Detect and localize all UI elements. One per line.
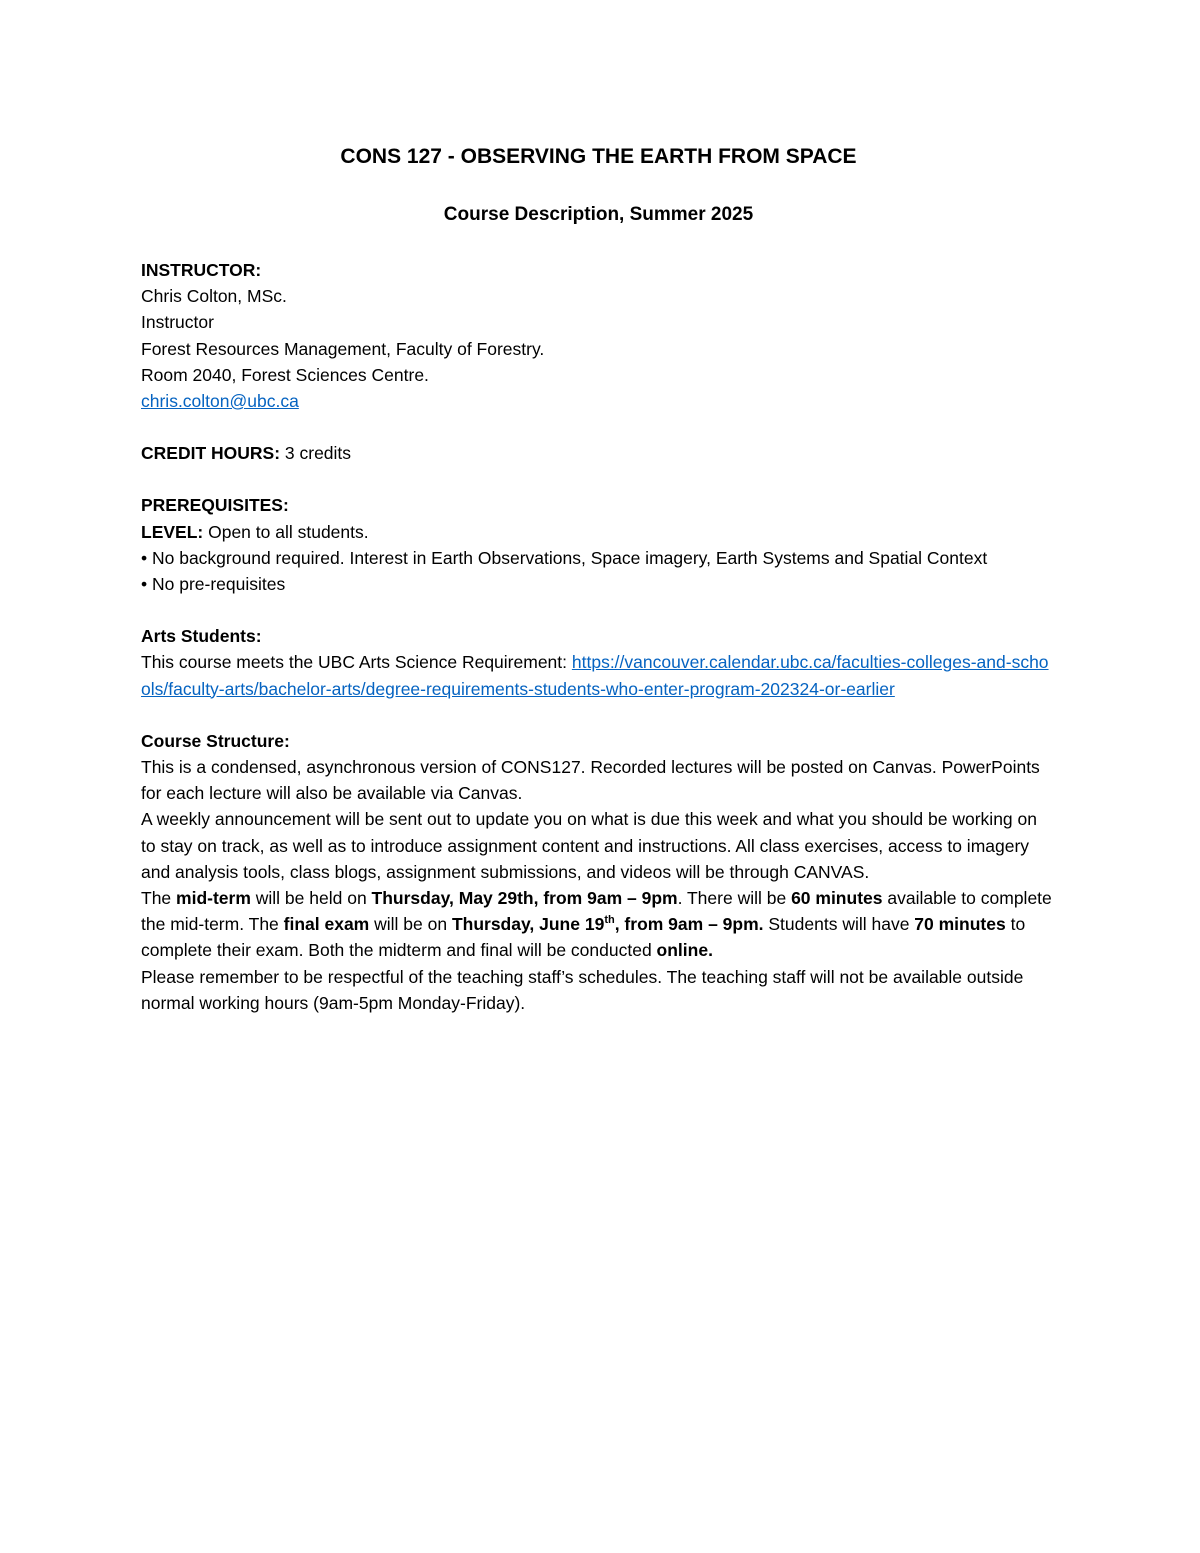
course-structure-paragraph-1: This is a condensed, asynchronous version of CONS127. Recorded lectures will be posted on Canvas. PowerPoints for each lecture will also be available via Canvas. [141,757,1040,804]
instructor-heading: INSTRUCTOR: [141,260,262,280]
exam-schedule-paragraph [141,885,1056,964]
credit-hours-label: CREDIT HOURS: [141,443,281,464]
prerequisites-section [141,492,1056,597]
credit-hours-section [141,440,1056,466]
page-title: CONS 127 - OBSERVING THE EARTH FROM SPACE [340,145,857,168]
exam-text: available to complete the mid-term. The [141,888,1052,935]
instructor-room: Room 2040, Forest Sciences Centre. [141,364,429,385]
level-value: Open to all students. [203,521,369,542]
document-content [141,142,1056,1016]
exam-text: . There will be [677,888,792,909]
instructor-role: Instructor [141,312,214,333]
exam-superscript: th [604,914,615,927]
exam-text: will be on [369,914,452,935]
page-subtitle: Course Description, Summer 2025 [443,204,754,225]
arts-requirement-link[interactable]: https://vancouver.calendar.ubc.ca/faculties-colleges-and-schools/faculty-arts/bachelor-arts/degree-requirements-students-who-enter-program-202324-or-earlier [141,652,1049,699]
course-structure-section [141,728,1056,1016]
exam-bold: 70 minutes [914,914,1006,935]
exam-text: to complete their exam. Both the midterm and final will be conducted [141,914,1026,961]
instructor-email-link[interactable]: chris.colton@ubc.ca [141,391,299,412]
level-label: LEVEL: [141,521,204,542]
course-structure-paragraph-2: A weekly announcement will be sent out to update you on what is due this week and what you should be working on to stay on track, as well as to introduce assignment content and instructions. All class exercises, access to imagery and analysis tools, class blogs, assignment submissions, and videos will be through CANVAS. [141,809,1037,882]
course-structure-paragraph-4: Please remember to be respectful of the teaching staff’s schedules. The teaching staff will not be available outside normal working hours (9am-5pm Monday-Friday). [141,966,1024,1013]
exam-text: The [141,888,177,909]
exam-bold: Thursday, June 19 [451,914,605,935]
exam-bold: online. [656,940,713,961]
exam-bold: , from 9am – 9pm. [614,914,764,935]
instructor-name: Chris Colton, MSc. [141,286,287,307]
credit-hours-value: 3 credits [280,443,352,464]
arts-requirement-text: This course meets the UBC Arts Science Requirement: [141,652,572,673]
exam-text: Students will have [763,914,915,935]
instructor-department: Forest Resources Management, Faculty of Forestry. [141,338,545,359]
exam-bold: 60 minutes [791,888,883,909]
course-structure-heading: Course Structure: [141,730,290,751]
prerequisite-bullet-2: • No pre-requisites [141,574,286,595]
exam-bold: Thursday, May 29th, from 9am – 9pm [371,888,678,909]
prerequisites-heading: PREREQUISITES: [141,495,289,516]
arts-students-heading: Arts Students: [141,626,262,647]
arts-students-section [141,623,1056,702]
instructor-section [141,257,1056,414]
prerequisite-bullet-1: • No background required. Interest in Earth Observations, Space imagery, Earth Systems and Spatial Context [141,547,988,568]
exam-text: will be held on [250,888,372,909]
exam-bold: mid-term [176,888,251,909]
exam-bold: final exam [283,914,370,935]
